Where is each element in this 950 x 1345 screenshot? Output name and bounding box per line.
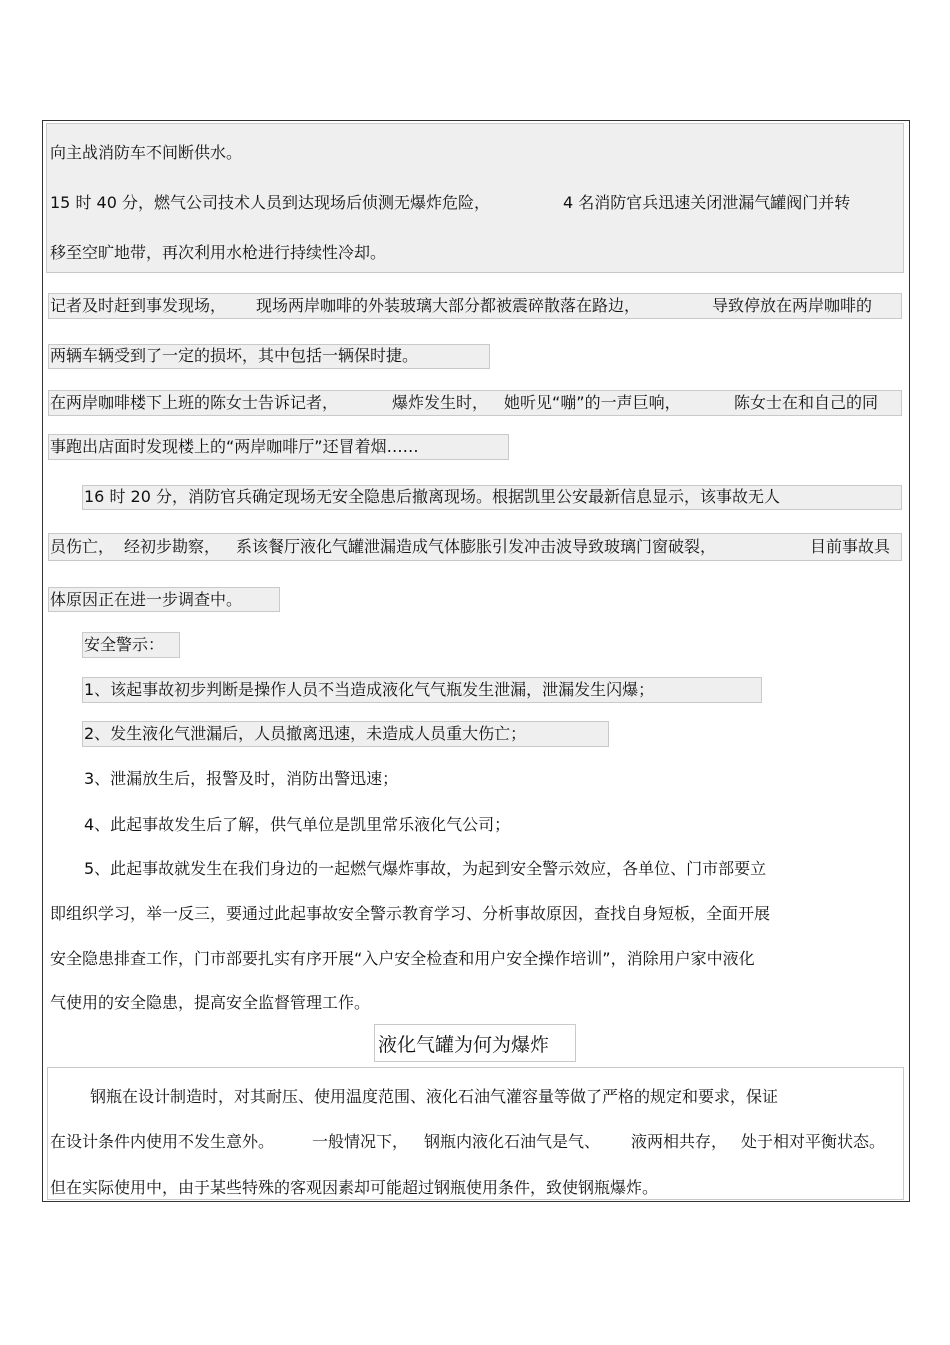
section-title: 液化气罐为何为爆炸	[378, 1034, 550, 1056]
paragraph-line: 现场两岸咖啡的外装玻璃大部分都被震碎散落在路边，	[256, 296, 641, 315]
paragraph-line: 陈女士在和自己的同	[734, 393, 879, 412]
paragraph-line: 爆炸发生时，	[392, 393, 489, 412]
paragraph-line: 15 时 40 分，燃气公司技术人员到达现场后侦测无爆炸危险，	[50, 193, 490, 212]
warning-item: 2、发生液化气泄漏后，人员撤离迅速，未造成人员重大伤亡；	[84, 724, 527, 743]
paragraph-line: 导致停放在两岸咖啡的	[712, 296, 873, 315]
paragraph-line: 移至空旷地带，再次利用水枪进行持续性冷却。	[50, 243, 387, 262]
paragraph-line: 经初步勘察，	[124, 537, 221, 556]
warning-item: 气使用的安全隐患，提高安全监督管理工作。	[50, 993, 371, 1012]
paragraph-line: 两辆车辆受到了一定的损坏，其中包括一辆保时捷。	[50, 346, 419, 365]
warning-item: 1、该起事故初步判断是操作人员不当造成液化气气瓶发生泄漏，泄漏发生闪爆；	[84, 680, 655, 699]
warning-item: 即组织学习，举一反三，要通过此起事故安全警示教育学习、分析事故原因，查找自身短板，全面开展	[50, 904, 771, 923]
warning-item: 5、此起事故就发生在我们身边的一起燃气爆炸事故，为起到安全警示效应，各单位、门市部要立	[84, 859, 767, 878]
warning-item: 4、此起事故发生后了解，供气单位是凯里常乐液化气公司；	[84, 815, 511, 834]
paragraph-line: 向主战消防车不间断供水。	[50, 143, 243, 162]
paragraph-line: 但在实际使用中，由于某些特殊的客观因素却可能超过钢瓶使用条件，致使钢瓶爆炸。	[50, 1178, 659, 1197]
paragraph-line: 16 时 20 分，消防官兵确定现场无安全隐患后撤离现场。根据凯里公安最新信息显示，该事故无人	[84, 487, 780, 506]
paragraph-line: 在设计条件内使用不发生意外。	[50, 1132, 275, 1151]
warning-item: 3、泄漏放生后，报警及时，消防出警迅速；	[84, 769, 399, 788]
warning-title: 安全警示：	[84, 635, 165, 654]
paragraph-line: 体原因正在进一步调查中。	[50, 590, 243, 609]
paragraph-line: 目前事故具	[810, 537, 891, 556]
paragraph-line: 处于相对平衡状态。	[741, 1132, 886, 1151]
paragraph-line: 她听见“嘣”的一声巨响，	[504, 393, 681, 412]
paragraph-line: 记者及时赶到事发现场，	[50, 296, 227, 315]
paragraph-line: 事跑出店面时发现楼上的“两岸咖啡厅”还冒着烟……	[50, 437, 419, 456]
paragraph-line: 钢瓶内液化石油气是气、	[424, 1132, 601, 1151]
paragraph-line: 4 名消防官兵迅速关闭泄漏气罐阀门并转	[563, 193, 851, 212]
paragraph-line: 钢瓶在设计制造时，对其耐压、使用温度范围、液化石油气灌容量等做了严格的规定和要求，保证	[90, 1087, 779, 1106]
paragraph-line: 液两相共存，	[631, 1132, 728, 1151]
warning-item: 安全隐患排查工作，门市部要扎实有序开展“入户安全检查和用户安全操作培训”，消除用户家中液化	[50, 949, 755, 968]
paragraph-line: 一般情况下，	[312, 1132, 409, 1151]
paragraph-line: 员伤亡，	[50, 537, 115, 556]
paragraph-line: 在两岸咖啡楼下上班的陈女士告诉记者，	[50, 393, 339, 412]
paragraph-line: 系该餐厅液化气罐泄漏造成气体膨胀引发冲击波导致玻璃门窗破裂，	[236, 537, 717, 556]
